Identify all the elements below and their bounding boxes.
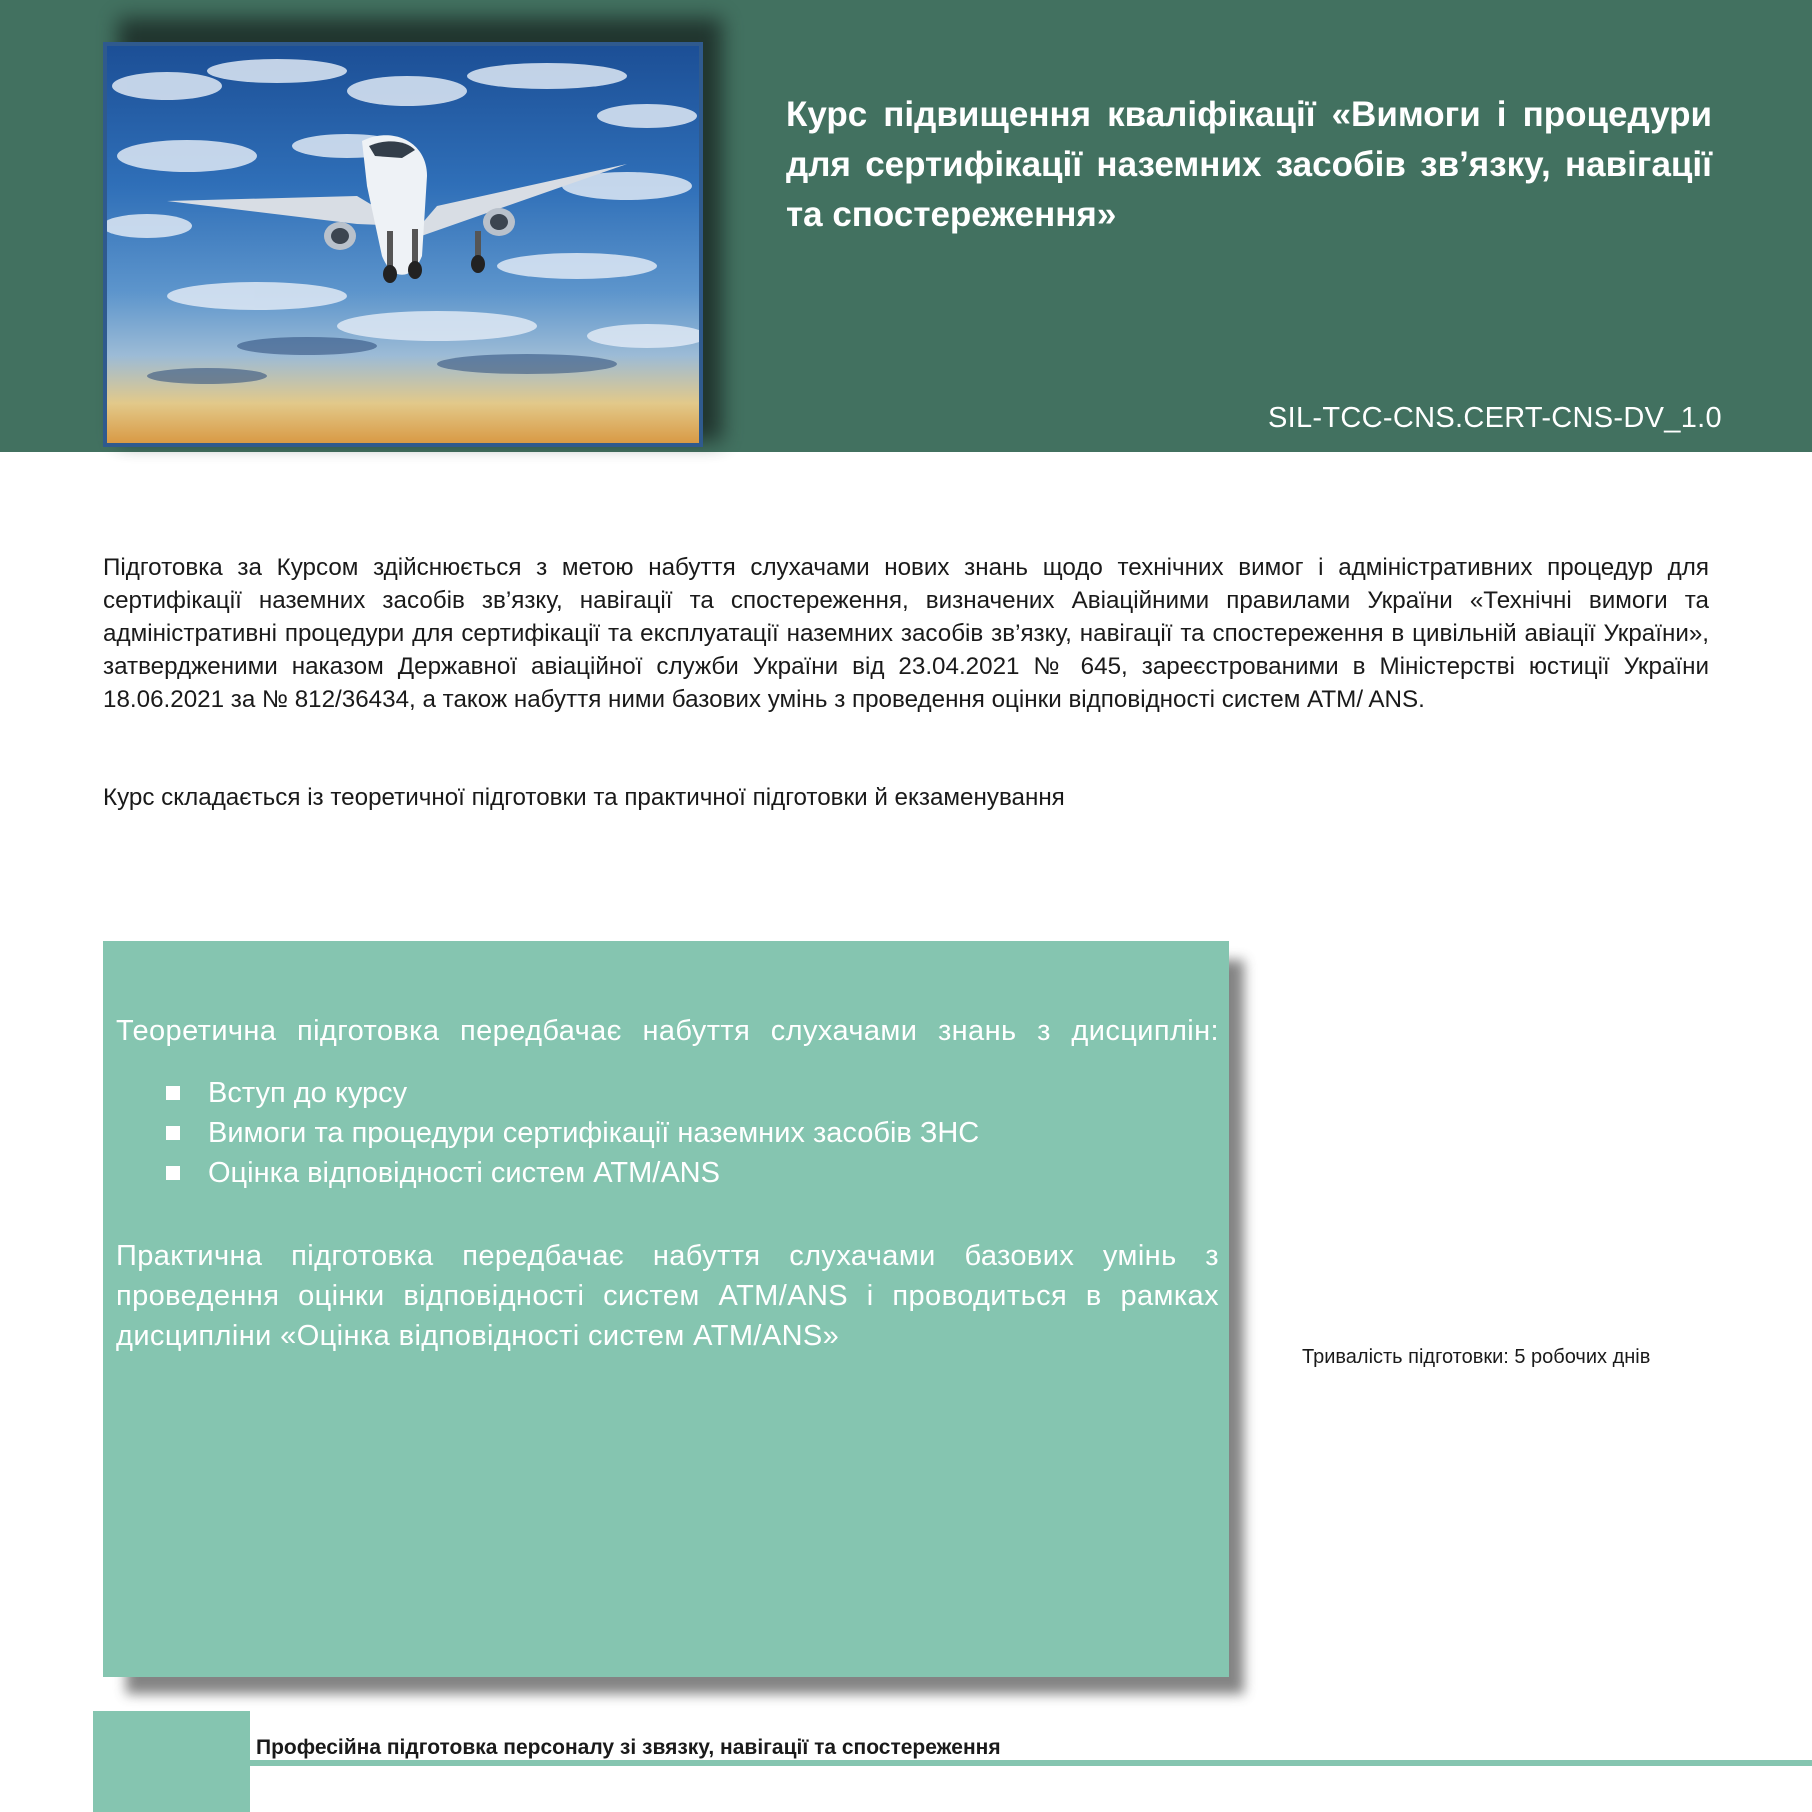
footer-block xyxy=(93,1711,250,1812)
footer-text: Професійна підготовка персоналу зі звязку, навігації та спостереження xyxy=(256,1736,1001,1759)
intro-paragraph: Підготовка за Курсом здійснюється з метою набуття слухачами нових знань щодо технічних вимог і адміністративних процедур для сертифікації наземних засобів зв’язку, навігації та спостереження, визначених Авіаційними правилами України «Технічні вимоги та адміністративні процедури для сертифікації та експлуатації наземних засобів зв’язку, навігації та спостереження в цивільній авіації України», затвердженими наказом Державної авіаційної служби України від 23.04.2021 № 645, зареєстрованими в Міністерстві юстиції України 18.06.2021 за № 812/36434, а також набуття ними базових умінь з проведення оцінки відповідності систем ATM/ ANS. xyxy=(103,554,1709,713)
theory-heading: Теоретична підготовка передбачає набуття слухачами знань з дисциплін: xyxy=(116,1015,1219,1047)
header-banner xyxy=(0,0,1812,452)
footer-line xyxy=(250,1760,1812,1766)
course-code: SIL-TCC-CNS.CERT-CNS-DV_1.0 xyxy=(1268,402,1722,434)
airplane-icon xyxy=(107,46,699,443)
training-duration: Тривалість підготовки: 5 робочих днів xyxy=(1302,1346,1651,1368)
list-item xyxy=(166,1113,1219,1153)
list-item xyxy=(166,1073,1219,1113)
disciplines-box xyxy=(103,941,1229,1677)
practical-paragraph: Практична підготовка передбачає набуття слухачами базових умінь з проведення оцінки відповідності систем ATM/ANS і проводиться в рамках дисципліни «Оцінка відповідності систем ATM/ANS» xyxy=(116,1240,1219,1352)
square-bullet-icon xyxy=(166,1166,180,1180)
discipline-label: Вступ до курсу xyxy=(208,1077,408,1109)
discipline-label: Вимоги та процедури сертифікації наземних засобів ЗНС xyxy=(208,1117,980,1149)
list-item xyxy=(166,1153,1219,1193)
square-bullet-icon xyxy=(166,1086,180,1100)
square-bullet-icon xyxy=(166,1126,180,1140)
page-title: Курс підвищення кваліфікації «Вимоги і процедури для сертифікації наземних засобів зв’язку, навігації та спостереження» xyxy=(786,95,1712,234)
airplane-photo xyxy=(103,42,703,447)
course-composition: Курс складається із теоретичної підготовки та практичної підготовки й екзаменування xyxy=(103,784,1065,811)
discipline-label: Оцінка відповідності систем ATM/ANS xyxy=(208,1157,720,1189)
disciplines-list xyxy=(116,1073,1219,1193)
